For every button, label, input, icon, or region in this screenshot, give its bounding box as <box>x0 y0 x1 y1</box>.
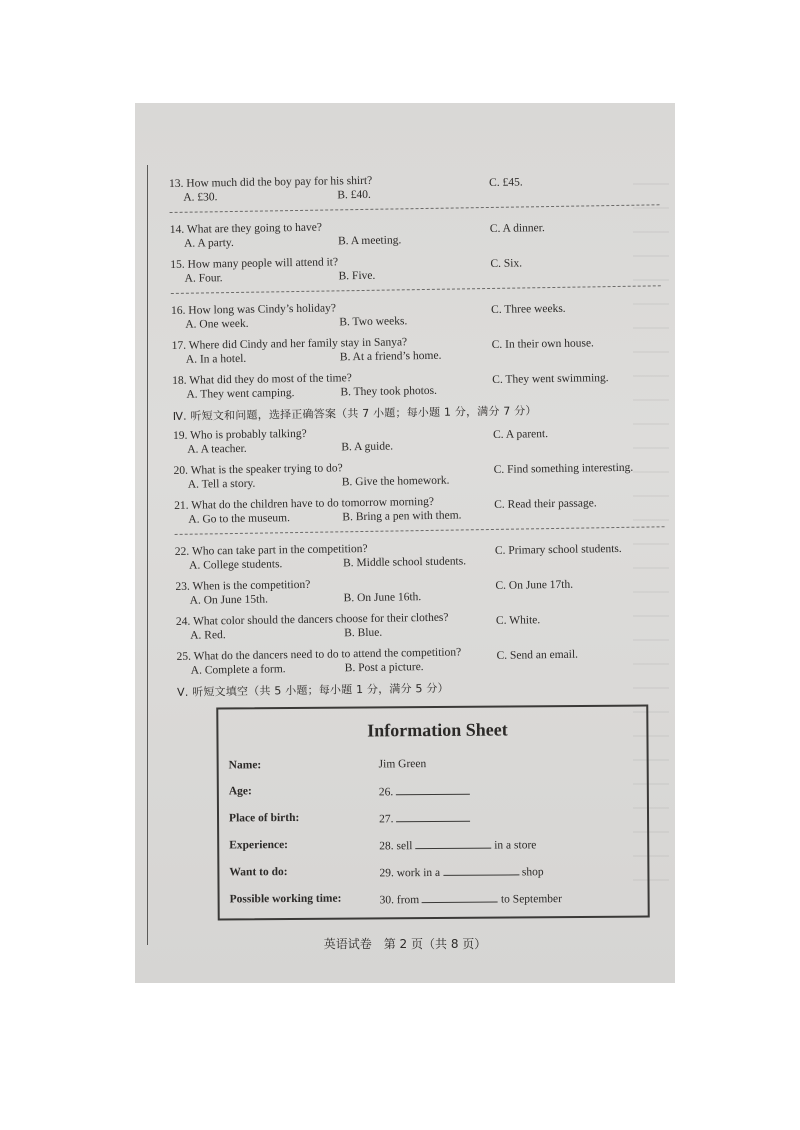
exam-page <box>135 103 675 983</box>
option-a: A. Complete a form. <box>190 663 286 677</box>
information-sheet-title: Information Sheet <box>367 719 508 741</box>
divider <box>175 526 665 535</box>
option-c: C. They went swimming. <box>492 372 609 386</box>
question-stem: 19. Who is probably talking? <box>172 427 307 442</box>
option-a: A. College students. <box>189 558 283 572</box>
option-a: A. In a hotel. <box>185 352 247 366</box>
page-footer: 英语试卷 第 2 页（共 8 页） <box>323 937 487 951</box>
info-row-working-time <box>230 891 640 910</box>
question-18 <box>172 366 662 403</box>
question-stem: 23. When is the competition? <box>175 578 311 593</box>
experience-blank[interactable] <box>415 838 491 850</box>
option-a: A. Four. <box>184 272 223 285</box>
question-21 <box>174 491 664 528</box>
question-stem: 16. How long was Cindy’s holiday? <box>171 302 337 317</box>
section-4-heading: Ⅳ. 听短文和问题，选择正确答案（共 7 小题；每小题 1 分，满分 7 分） <box>172 404 537 423</box>
want-blank[interactable] <box>443 864 519 876</box>
info-row-name <box>229 757 639 776</box>
experience-suffix: in a store <box>494 839 537 852</box>
question-24 <box>176 607 666 644</box>
question-14 <box>170 215 660 252</box>
divider <box>170 204 660 213</box>
birth-label: Place of birth: <box>228 811 300 825</box>
working-time-prefix: 30. from <box>379 894 420 907</box>
info-row-age <box>229 783 639 802</box>
option-a: A. They went camping. <box>186 387 295 401</box>
option-a: A. A teacher. <box>187 442 247 456</box>
working-time-blank[interactable] <box>422 892 498 904</box>
option-c: C. £45. <box>489 176 523 189</box>
option-c: C. White. <box>495 614 541 627</box>
question-stem: 24. What color should the dancers choose for their clothes? <box>175 611 449 628</box>
information-sheet <box>216 704 649 920</box>
question-20 <box>174 456 664 493</box>
question-17 <box>172 331 662 368</box>
option-c: C. On June 17th. <box>495 578 574 592</box>
option-a: A. One week. <box>185 317 249 331</box>
option-b: B. Post a picture. <box>344 661 424 675</box>
birth-blank[interactable] <box>396 811 470 823</box>
option-c: C. Read their passage. <box>494 497 597 511</box>
info-row-birth <box>229 810 639 829</box>
question-stem: 18. What did they do most of the time? <box>172 372 352 387</box>
binding-margin-line <box>147 165 148 945</box>
experience-prefix: 28. sell <box>379 840 413 853</box>
name-label: Name: <box>228 759 262 772</box>
divider <box>171 285 661 294</box>
option-c: C. Three weeks. <box>491 302 566 316</box>
working-time-suffix: to September <box>500 893 563 906</box>
age-blank[interactable] <box>396 784 470 796</box>
experience-label: Experience: <box>229 839 289 852</box>
question-stem: 22. Who can take part in the competition? <box>174 542 368 558</box>
option-b: B. Middle school students. <box>342 555 467 570</box>
question-16 <box>171 296 661 333</box>
option-b: B. Two weeks. <box>339 315 408 329</box>
age-number: 26. <box>378 786 394 799</box>
option-b: B. On June 16th. <box>343 591 422 605</box>
option-b: B. A guide. <box>341 440 394 454</box>
option-a: A. Tell a story. <box>187 477 256 491</box>
question-stem: 15. How many people will attend it? <box>170 256 339 271</box>
want-suffix: shop <box>521 866 544 879</box>
option-b: B. Five. <box>338 269 376 283</box>
section-5-heading: Ⅴ. 听短文填空（共 5 小题；每小题 1 分，满分 5 分） <box>176 681 449 699</box>
info-row-experience <box>229 837 639 856</box>
want-label: Want to do: <box>229 866 288 879</box>
option-b: B. Give the homework. <box>341 474 450 489</box>
name-value: Jim Green <box>378 758 427 771</box>
option-c: C. Find something interesting. <box>493 461 634 476</box>
question-22 <box>175 537 665 574</box>
want-prefix: 29. work in a <box>379 866 441 880</box>
question-stem: 13. How much did the boy pay for his shirt? <box>169 174 373 190</box>
working-time-label: Possible working time: <box>229 892 342 906</box>
info-row-want <box>229 864 639 883</box>
option-a: A. Go to the museum. <box>188 512 291 526</box>
birth-number: 27. <box>379 813 394 826</box>
option-a: A. On June 15th. <box>189 593 269 607</box>
question-25 <box>176 642 666 679</box>
question-stem: 21. What do the children have to do tomorrow morning? <box>174 495 434 512</box>
option-b: B. A meeting. <box>337 234 402 248</box>
question-stem: 14. What are they going to have? <box>169 221 323 236</box>
option-b: B. Blue. <box>344 626 383 640</box>
question-stem: 25. What do the dancers need to do to attend the competition? <box>176 646 462 663</box>
age-label: Age: <box>228 785 252 798</box>
question-13 <box>169 169 659 206</box>
option-c: C. A parent. <box>492 428 549 441</box>
question-stem: 20. What is the speaker trying to do? <box>173 462 343 477</box>
option-b: B. Bring a pen with them. <box>342 509 462 524</box>
option-a: A. £30. <box>183 191 218 204</box>
question-15 <box>170 250 660 287</box>
questions-block <box>169 169 667 705</box>
question-stem: 17. Where did Cindy and her family stay in Sanya? <box>171 336 408 352</box>
option-c: C. In their own house. <box>491 337 594 351</box>
option-a: A. A party. <box>183 236 234 250</box>
option-c: C. Send an email. <box>496 648 579 662</box>
option-c: C. A dinner. <box>489 222 545 235</box>
option-b: B. They took photos. <box>340 384 438 399</box>
option-a: A. Red. <box>190 629 226 642</box>
question-23 <box>175 572 665 609</box>
option-c: C. Six. <box>490 257 523 270</box>
option-c: C. Primary school students. <box>494 542 622 557</box>
option-b: B. £40. <box>337 188 371 202</box>
question-19 <box>173 421 663 458</box>
option-b: B. At a friend’s home. <box>339 349 442 364</box>
